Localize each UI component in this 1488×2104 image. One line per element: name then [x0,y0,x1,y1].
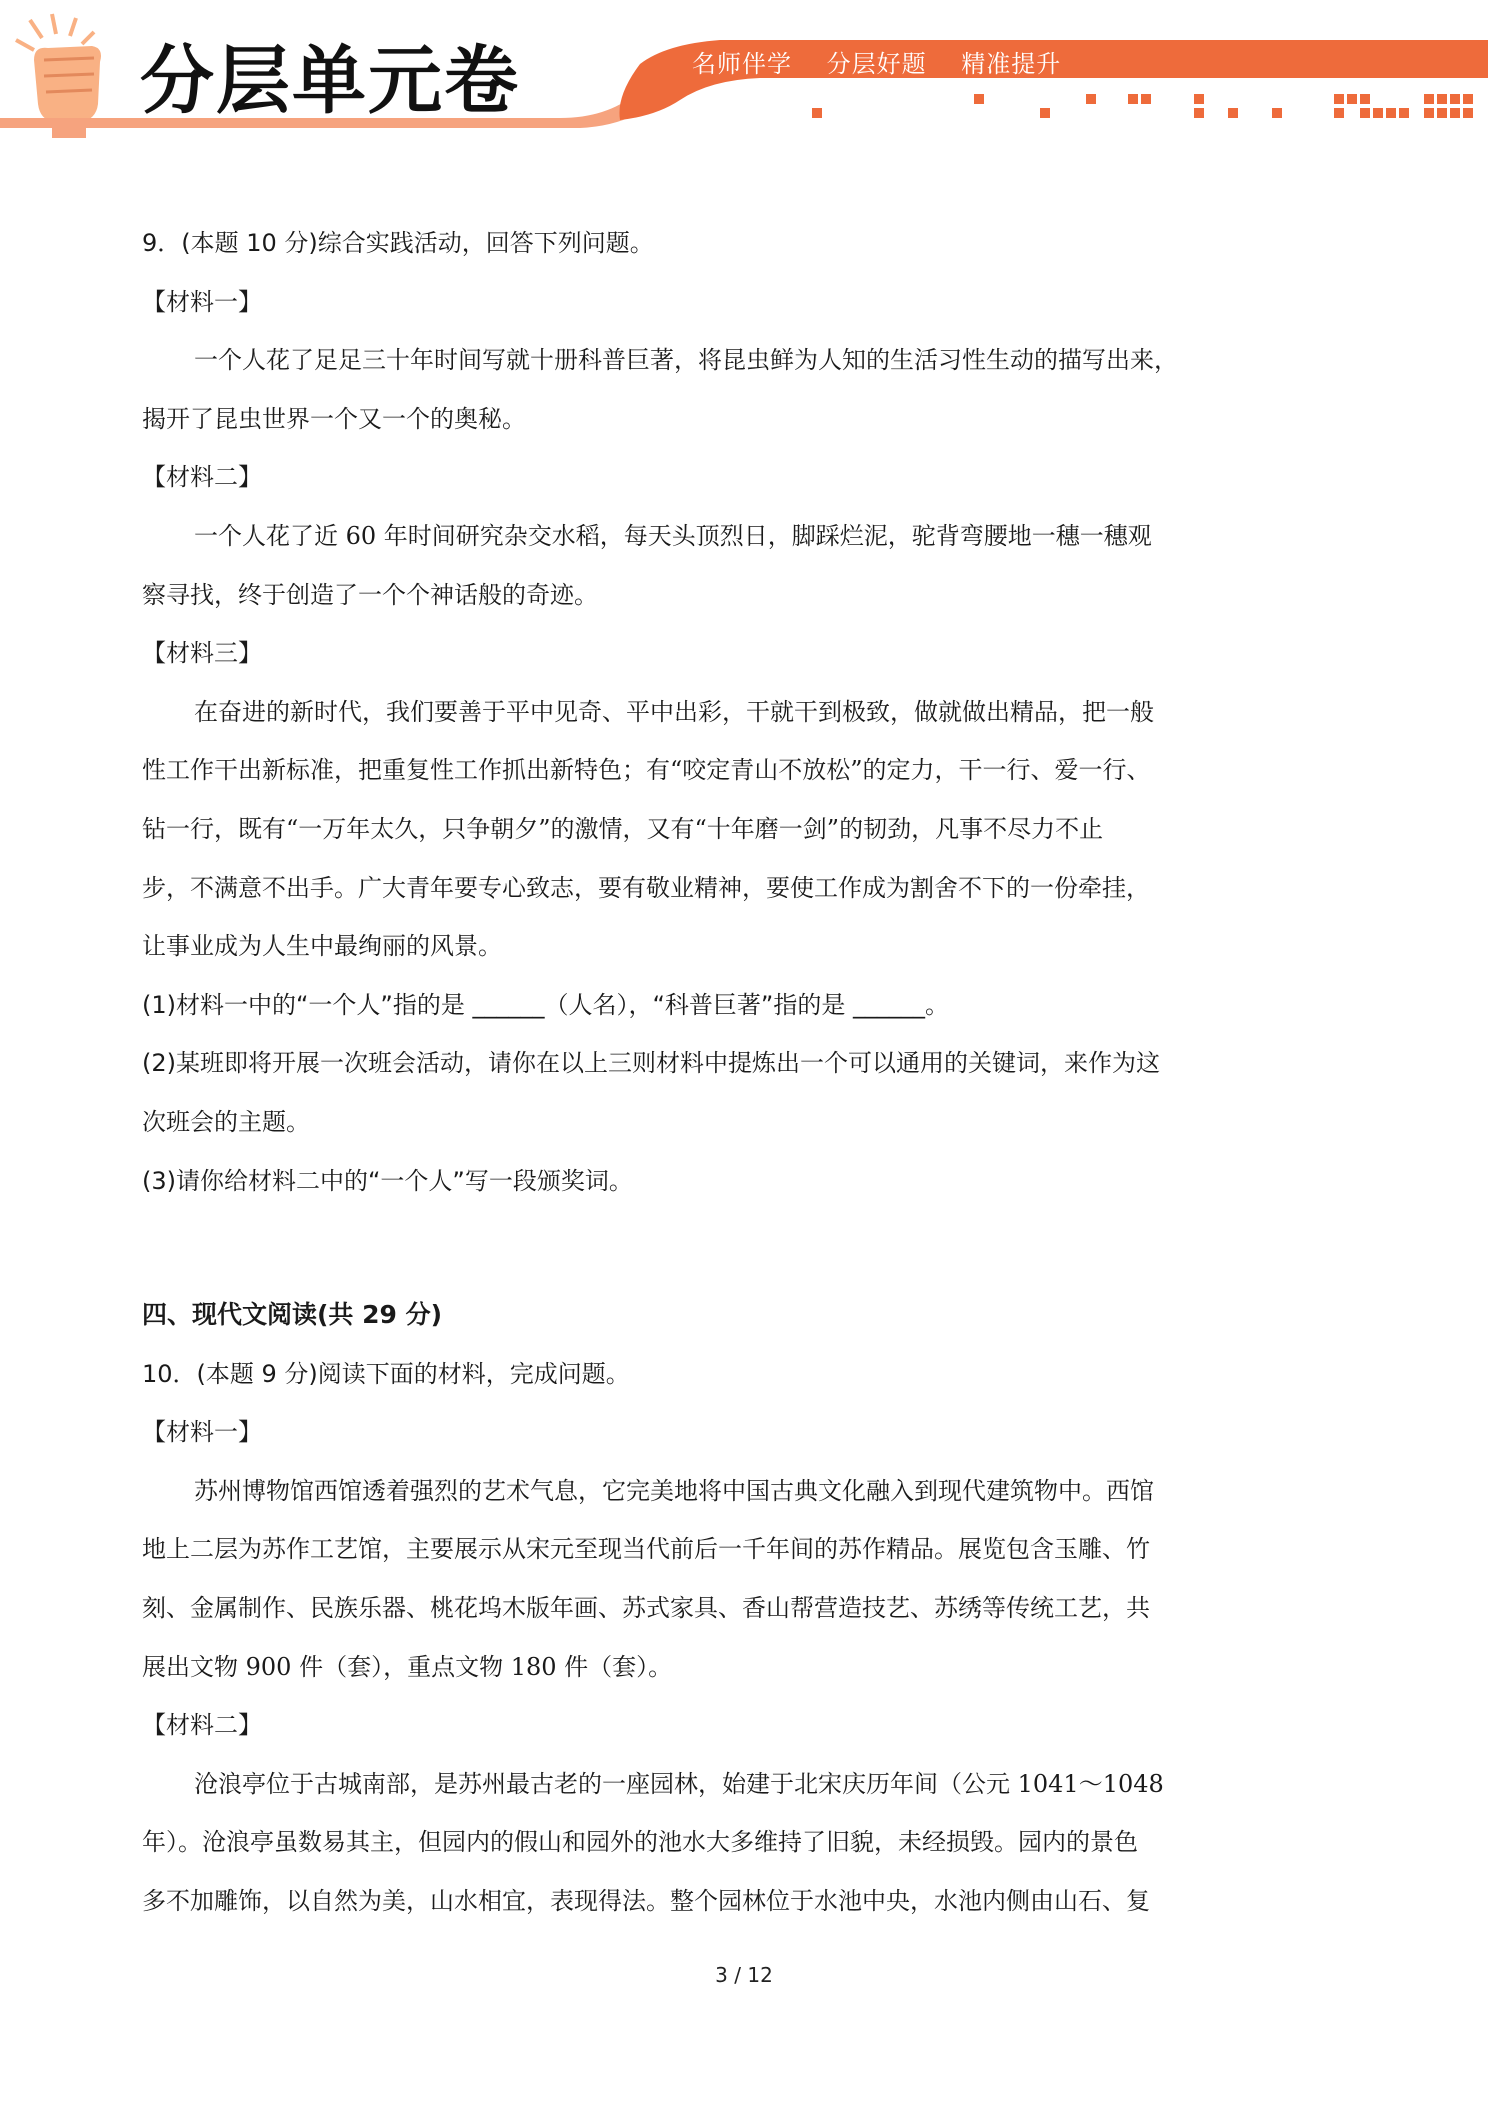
page-number: 3 / 12 [715,1963,773,1987]
slogan-3: 精准提升 [961,50,1062,78]
q9-material-3-line-5: 让事业成为人生中最绚丽的风景。 [142,932,502,961]
section-4-heading: 四、现代文阅读(共 29 分) [142,1300,443,1330]
q9-material-1-line-1: 一个人花了足足三十年时间写就十册科普巨著，将昆虫鲜为人知的生活习性生动的描写出来， [194,346,1178,375]
question-10-title: 10．(本题 9 分)阅读下面的材料，完成问题。 [142,1359,630,1388]
header-banner [0,0,1488,150]
q9-material-3-label: 【材料三】 [142,639,262,668]
brand-title: 分层单元卷 [140,38,520,124]
q9-material-2-line-2: 察寻找，终于创造了一个个神话般的奇迹。 [142,580,598,609]
q9-material-3-line-2: 性工作干出新标准，把重复性工作抓出新特色；有“咬定青山不放松”的定力，干一行、爱一行、 [142,756,1151,785]
q9-material-3-line-3: 钻一行，既有“一万年太久，只争朝夕”的激情，又有“十年磨一剑”的韧劲，凡事不尽力不止 [142,814,1104,843]
q9-material-2-label: 【材料二】 [142,463,262,492]
page-content [142,214,1252,1931]
question-9-title: 9．(本题 10 分)综合实践活动，回答下列问题。 [142,229,654,257]
q10-material-2-line-1: 沧浪亭位于古城南部，是苏州最古老的一座园林，始建于北宋庆历年间（公元 1041～1048 [194,1769,1164,1798]
q9-material-3-line-1: 在奋进的新时代，我们要善于平中见奇、平中出彩，干就干到极致，做就做出精品，把一般 [194,697,1154,726]
q10-material-2-label: 【材料二】 [142,1711,262,1740]
q10-material-1-line-1: 苏州博物馆西馆透着强烈的艺术气息，它完美地将中国古典文化融入到现代建筑物中。西馆 [194,1476,1154,1505]
q9-subquestion-1: (1)材料一中的“一个人”指的是 ______（人名），“科普巨著”指的是 ______。 [142,990,949,1019]
q10-material-1-line-3: 刻、金属制作、民族乐器、桃花坞木版年画、苏式家具、香山帮营造技艺、苏绣等传统工艺，共 [142,1594,1150,1623]
q9-material-3-line-4: 步，不满意不出手。广大青年要专心致志，要有敬业精神，要使工作成为割舍不下的一份牵挂， [142,873,1150,902]
q10-material-1-line-2: 地上二层为苏作工艺馆，主要展示从宋元至现当代前后一千年间的苏作精品。展览包含玉雕、竹 [142,1535,1150,1564]
section-gap [142,1210,1252,1286]
q9-material-1-label: 【材料一】 [142,287,262,316]
q10-material-2-line-3: 多不加雕饰，以自然为美，山水相宜，表现得法。整个园林位于水池中央，水池内侧由山石、复 [142,1887,1150,1916]
q10-material-2-line-2: 年）。沧浪亭虽数易其主，但园内的假山和园外的池水大多维持了旧貌，未经损毁。园内的景色 [142,1828,1138,1857]
slogan-1: 名师伴学 [692,50,792,78]
q9-material-2-line-1: 一个人花了近 60 年时间研究杂交水稻，每天头顶烈日，脚踩烂泥，驼背弯腰地一穗一穗观 [194,521,1152,550]
q10-material-1-label: 【材料一】 [142,1418,262,1447]
slogan [692,44,1392,79]
q9-subquestion-2-line-2: 次班会的主题。 [142,1107,310,1136]
q10-material-1-line-4: 展出文物 900 件（套），重点文物 180 件（套）。 [142,1652,673,1681]
q9-material-1-line-2: 揭开了昆虫世界一个又一个的奥秘。 [142,404,526,433]
q9-subquestion-2-line-1: (2)某班即将开展一次班会活动，请你在以上三则材料中提炼出一个可以通用的关键词，来作为这 [142,1049,1160,1078]
slogan-2: 分层好题 [826,50,927,78]
q9-subquestion-3: (3)请你给材料二中的“一个人”写一段颁奖词。 [142,1166,633,1195]
